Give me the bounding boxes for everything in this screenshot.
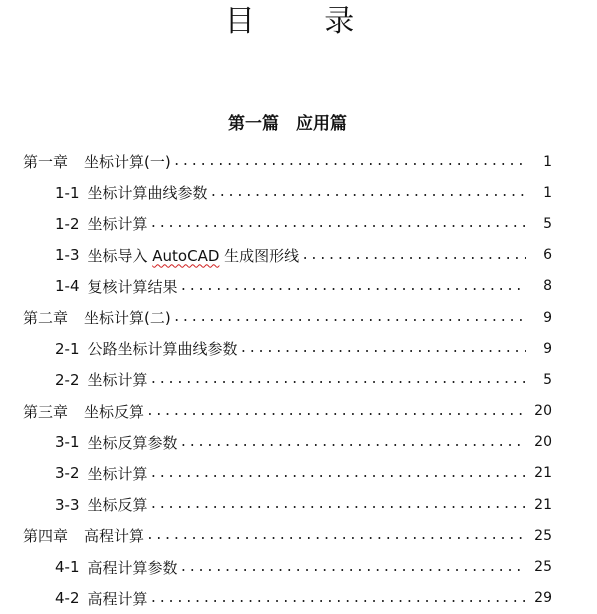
dot-leader bbox=[150, 466, 526, 481]
toc-section-1-1[interactable] bbox=[0, 177, 597, 208]
toc-page-number: 1 bbox=[543, 153, 552, 170]
toc-title-part: 坐标导入 bbox=[87, 246, 153, 265]
dot-leader bbox=[146, 404, 526, 419]
toc-number: 第一章 bbox=[23, 153, 69, 172]
toc-section-3-1[interactable] bbox=[0, 427, 597, 458]
dot-leader bbox=[173, 310, 526, 325]
toc-number: 2-1 bbox=[55, 339, 80, 358]
toc-title: 坐标计算 bbox=[87, 215, 148, 234]
dot-leader bbox=[146, 528, 526, 543]
toc-title: 坐标计算(二) bbox=[84, 309, 171, 328]
toc-title: 高程计算 bbox=[87, 589, 148, 608]
toc-title: 坐标计算 bbox=[87, 464, 148, 483]
toc-section-2-2[interactable] bbox=[0, 364, 597, 395]
toc-page-number: 25 bbox=[534, 559, 552, 576]
toc-page-number: 20 bbox=[534, 403, 552, 420]
toc-number: 1-1 bbox=[55, 183, 80, 202]
toc-title: 坐标计算(一) bbox=[84, 153, 171, 172]
toc-number: 3-3 bbox=[55, 495, 80, 514]
toc-number: 4-1 bbox=[55, 558, 80, 577]
toc-title: 坐标计算曲线参数 bbox=[87, 184, 208, 203]
toc-page-number: 9 bbox=[543, 309, 552, 326]
toc-number: 第四章 bbox=[23, 527, 69, 546]
toc-section-3-2[interactable] bbox=[0, 458, 597, 489]
toc-page-number: 5 bbox=[543, 215, 552, 232]
toc-section-1-2[interactable] bbox=[0, 208, 597, 239]
toc-chapter-4[interactable] bbox=[0, 520, 597, 551]
toc-chapter-3[interactable] bbox=[0, 396, 597, 427]
toc-chapter-2[interactable] bbox=[0, 302, 597, 333]
toc-section-4-1[interactable] bbox=[0, 551, 597, 582]
toc-number: 第三章 bbox=[23, 402, 69, 421]
toc-number: 2-2 bbox=[55, 370, 80, 389]
dot-leader bbox=[150, 497, 526, 512]
toc-title bbox=[88, 245, 300, 266]
toc-page-number: 21 bbox=[534, 465, 552, 482]
toc-page-number: 6 bbox=[543, 247, 552, 264]
toc-section-3-3[interactable] bbox=[0, 489, 597, 520]
toc-page-number: 25 bbox=[534, 527, 552, 544]
section-title: 第一篇 应用篇 bbox=[228, 114, 347, 134]
toc-number: 3-1 bbox=[55, 433, 80, 452]
toc-title: 坐标计算 bbox=[87, 371, 148, 390]
toc-section-1-4[interactable] bbox=[0, 271, 597, 302]
toc-number: 1-4 bbox=[55, 277, 80, 296]
dot-leader bbox=[150, 216, 526, 231]
toc-title: 坐标反算参数 bbox=[87, 433, 178, 452]
toc-title-part: 生成图形线 bbox=[219, 246, 300, 265]
toc-title: 坐标反算 bbox=[87, 496, 148, 515]
dot-leader bbox=[240, 341, 526, 356]
toc-page-number: 8 bbox=[543, 278, 552, 295]
toc-page-number: 20 bbox=[534, 434, 552, 451]
toc-page-number: 21 bbox=[534, 496, 552, 513]
toc-title: 坐标反算 bbox=[84, 402, 145, 421]
toc-number: 1-2 bbox=[55, 214, 80, 233]
toc-section-2-1[interactable] bbox=[0, 333, 597, 364]
dot-leader bbox=[301, 248, 526, 263]
spellcheck-marked-word: AutoCAD bbox=[152, 246, 220, 265]
page-title: 目 录 bbox=[224, 4, 385, 39]
dot-leader bbox=[180, 279, 526, 294]
toc-number: 第二章 bbox=[23, 309, 69, 328]
dot-leader bbox=[150, 591, 526, 606]
toc-title: 公路坐标计算曲线参数 bbox=[87, 340, 238, 359]
toc-title: 复核计算结果 bbox=[87, 277, 178, 296]
toc-number: 3-2 bbox=[55, 464, 80, 483]
toc-page-number: 29 bbox=[534, 590, 552, 607]
toc-section-1-3[interactable] bbox=[0, 240, 597, 271]
dot-leader bbox=[210, 185, 526, 200]
toc-section-4-2[interactable] bbox=[0, 583, 597, 614]
toc-title: 高程计算 bbox=[84, 527, 145, 546]
toc-page-number: 5 bbox=[543, 371, 552, 388]
toc-page-number: 1 bbox=[543, 184, 552, 201]
toc-title: 高程计算参数 bbox=[87, 558, 178, 577]
dot-leader bbox=[180, 435, 526, 450]
dot-leader bbox=[180, 560, 526, 575]
toc-number: 4-2 bbox=[55, 589, 80, 608]
toc-page-number: 9 bbox=[543, 340, 552, 357]
dot-leader bbox=[150, 372, 526, 387]
dot-leader bbox=[173, 154, 526, 169]
toc-number: 1-3 bbox=[55, 246, 80, 265]
table-of-contents bbox=[0, 146, 597, 614]
toc-chapter-1[interactable] bbox=[0, 146, 597, 177]
